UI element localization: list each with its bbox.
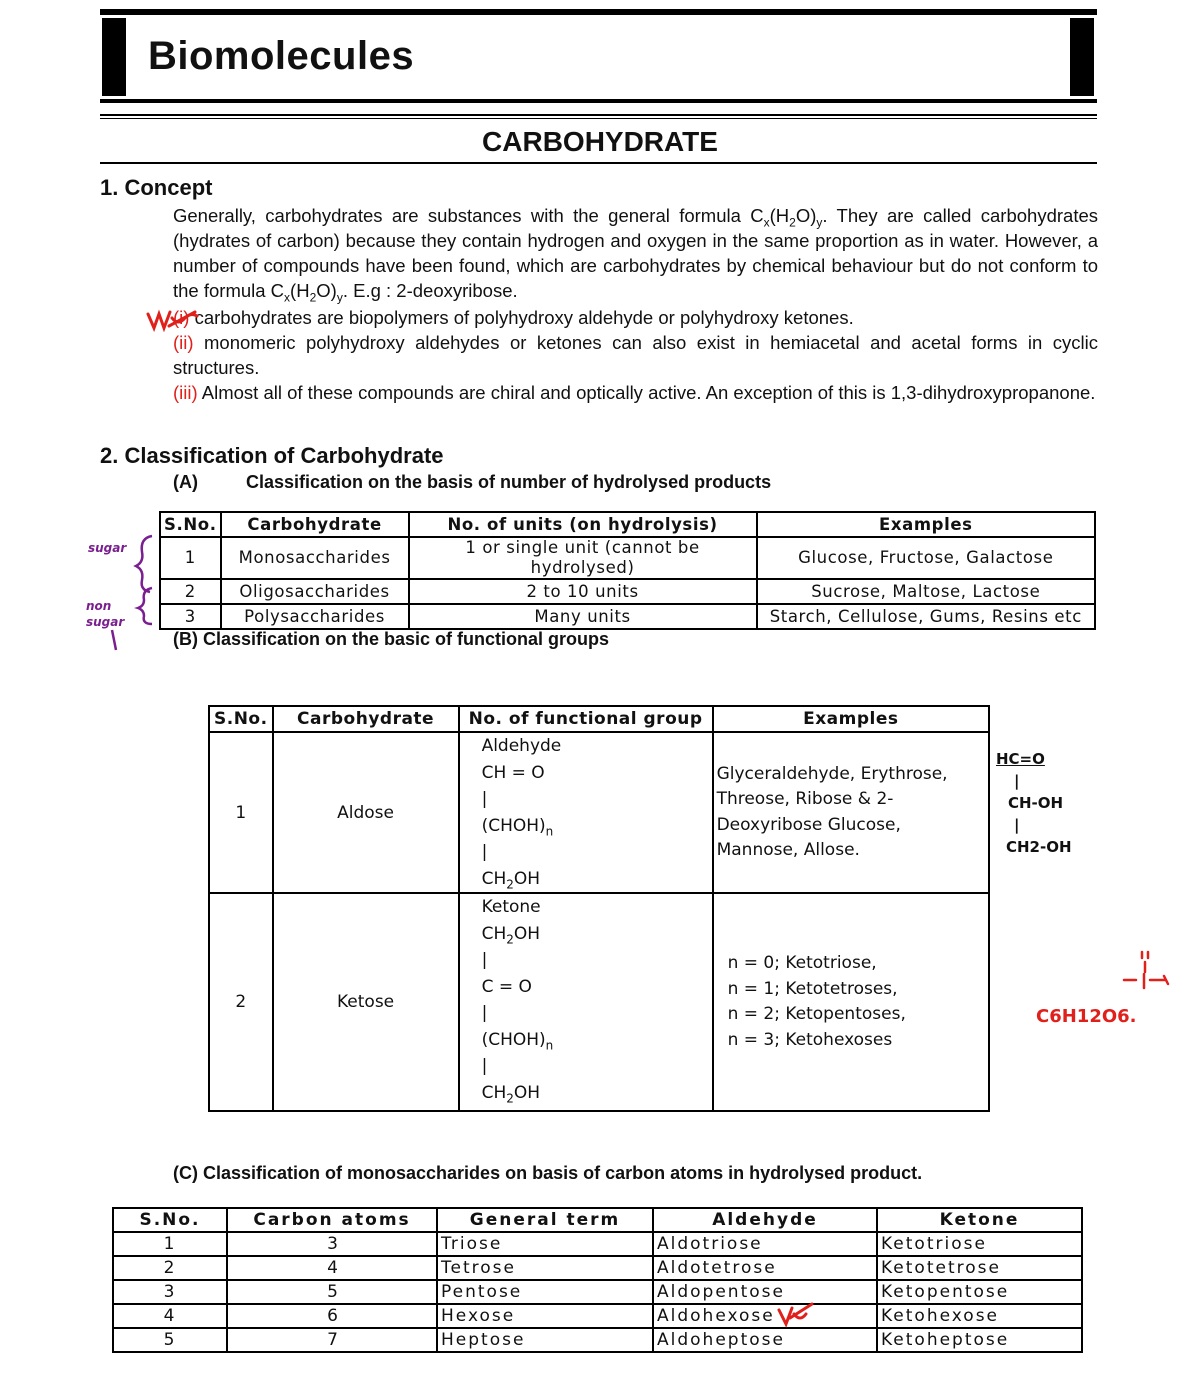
table-header-row [209,706,989,732]
concept-point-ii: (ii) monomeric polyhydroxy aldehydes or ketones can also exist in hemiacetal and acetal forms in cyclic structures. [173,332,1099,378]
point-iii-number: (iii) [173,382,198,403]
concept-intro-paragraph: Generally, carbohydrates are substances with the general formula $C_x(H_2O)_y$. They are called carbohydrates (hydrates of carbon) because they contain hydrogen and oxygen in the same proportion as in water. However, a number of compounds have been found, which are carbohydrates by chemical behaviour but do not conform to the formula $C_x(H_2O)_y$. E.g : 2-deoxyribose. [173,205,1098,305]
structure-line: | [481,950,488,970]
table-cell: 7 [227,1328,437,1352]
table-cell: Oligosaccharides [221,579,409,604]
table-cell: Starch, Cellulose, Gums, Resins etc [757,604,1095,629]
col-header-examples: Examples [713,706,989,732]
table-cell: 3 [113,1280,227,1304]
table-cell: Polysaccharides [221,604,409,629]
table-cell: Many units [409,604,757,629]
table-cell: 6 [227,1304,437,1328]
table-cell: Tetrose [437,1256,653,1280]
structure-line: Aldehyde [481,736,562,756]
structure-line: | [481,1003,488,1023]
col-header-carbohydrate: Carbohydrate [273,706,459,732]
table-cell: Monosaccharides [221,537,409,579]
subsection-b-title: (B) Classification on the basic of functional groups [173,629,610,649]
table-cell: 1 [209,732,273,893]
table-cell: 5 [113,1328,227,1352]
table-cell: 1 [160,537,221,579]
col-header-ketone: Ketone [877,1208,1082,1232]
structure-line: Ketone [481,897,541,917]
structure-line: $CH_2OH$ [481,1082,541,1105]
table-header-row [160,512,1095,537]
col-header-sno: S.No. [209,706,273,732]
table-row [113,1304,1082,1328]
handwritten-note-sugar: sugar [88,541,127,555]
table-row [113,1280,1082,1304]
subsection-a-title: Classification on the basis of number of hydrolysed products [246,472,772,492]
handwritten-tick-mark [145,306,201,332]
structure-bond: | [1014,816,1020,834]
col-header-aldehyde: Aldehyde [653,1208,877,1232]
subsection-c-title: (C) Classification of monosaccharides on basis of carbon atoms in hydrolysed product. [173,1163,923,1183]
table-row [160,604,1095,629]
concept-point-i: (i) carbohydrates are biopolymers of polyhydroxy aldehyde or polyhydroxy ketones. [173,307,854,328]
structure-line: $CH_2OH$ [481,923,541,946]
table-cell: Aldotetrose [653,1256,877,1280]
table-cell: Aldoheptose [653,1328,877,1352]
table-row [113,1256,1082,1280]
table-cell: 2 [113,1256,227,1280]
example-line: n = 1; Ketotetroses, [727,978,898,999]
table-cell: 2 [209,893,273,1111]
example-line: n = 0; Ketotriose, [727,953,877,973]
handwritten-note-nonsugar: non sugar [86,599,125,629]
table-cell: Glucose, Fructose, Galactose [757,537,1095,579]
handwritten-tick-aldohexose [776,1300,816,1328]
table-cell: Triose [437,1232,653,1256]
table-cell: Sucrose, Maltose, Lactose [757,579,1095,604]
example-line: n = 3; Ketohexoses [727,1029,893,1050]
table-cell: 4 [227,1256,437,1280]
carbon-atom-classification-table [112,1207,1083,1353]
table-cell: Aldopentose [653,1280,877,1304]
subsection-a-number: (A) [173,472,198,492]
structure-line: $(CHOH)_n$ [481,815,554,838]
col-header-functional-group: No. of functional group [459,706,713,732]
table-cell: 3 [227,1232,437,1256]
handwritten-aldose-structure [996,748,1086,858]
hydrolysis-classification-table [159,511,1096,630]
table-cell: 3 [160,604,221,629]
header-bottom-rule [100,99,1097,103]
col-header-carbon-atoms: Carbon atoms [227,1208,437,1232]
col-header-carbohydrate: Carbohydrate [221,512,409,537]
structure-line: $CH_2OH$ [481,868,541,891]
table-row [160,579,1095,604]
col-header-general-term: General term [437,1208,653,1232]
aldose-structure-cell [459,732,713,893]
table-row [160,537,1095,579]
table-cell: Hexose [437,1304,653,1328]
example-line: n = 2; Ketopentoses, [727,1004,906,1024]
structure-line: C = O [481,976,532,997]
table-header-row [113,1208,1082,1232]
table-cell: Ketopentose [877,1280,1082,1304]
table-cell: Pentose [437,1280,653,1304]
structure-line: CH2-OH [1006,838,1072,856]
table-cell: 2 to 10 units [409,579,757,604]
table-cell: 1 or single unit (cannot be hydrolysed) [409,537,757,579]
table-cell: Ketoheptose [877,1328,1082,1352]
table-row [113,1232,1082,1256]
header-top-rule [100,9,1097,15]
col-header-sno: S.No. [113,1208,227,1232]
functional-group-classification-table [208,705,990,1112]
table-cell: Glyceraldehyde, Erythrose, Threose, Ribose & 2-Deoxyribose Glucose, Mannose, Allose. [713,732,989,893]
table-cell: Aldose [273,732,459,893]
table-cell: Heptose [437,1328,653,1352]
point-i-number: (i) [173,307,190,328]
col-header-examples: Examples [757,512,1095,537]
structure-line: CH = O [481,762,545,783]
table-cell: 4 [113,1304,227,1328]
table-cell: Ketose [273,893,459,1111]
structure-line: HC=O [996,750,1045,768]
concept-point-iii: (iii) Almost all of these compounds are chiral and optically active. An exception of this is 1,3-dihydroxypropanone. [173,382,1096,403]
header-right-bar [1070,18,1094,96]
handwritten-red-carbonyl [1120,950,1180,996]
table-cell: 5 [227,1280,437,1304]
ketose-examples-cell [713,893,989,1111]
structure-line: CH-OH [1008,794,1064,812]
document-title: Biomolecules [148,34,415,78]
concept-heading: 1. Concept [100,175,213,200]
header-left-bar [102,18,126,96]
structure-line: | [481,1056,488,1076]
section-rule-top-thin [100,118,1097,119]
table-cell: 2 [160,579,221,604]
section-title: CARBOHYDRATE [482,126,718,157]
section-rule-bottom [100,162,1097,164]
structure-line: | [481,842,488,862]
handwritten-red-formula: C6H12O6. [1036,1006,1137,1027]
structure-bond: | [1014,772,1020,790]
table-cell: Aldotriose [653,1232,877,1256]
table-row [113,1328,1082,1352]
table-cell: Ketotetrose [877,1256,1082,1280]
table-row [209,732,989,893]
col-header-units: No. of units (on hydrolysis) [409,512,757,537]
classification-heading: 2. Classification of Carbohydrate [100,443,444,468]
section-rule-top [100,114,1097,116]
table-row [209,893,989,1111]
structure-line: $(CHOH)_n$ [481,1029,554,1052]
point-ii-number: (ii) [173,332,194,353]
table-cell: Aldohexose [653,1304,877,1328]
structure-line: | [481,789,488,809]
table-cell: Ketotriose [877,1232,1082,1256]
col-header-sno: S.No. [160,512,221,537]
table-cell: 1 [113,1232,227,1256]
table-cell: Ketohexose [877,1304,1082,1328]
ketose-structure-cell [459,893,713,1111]
